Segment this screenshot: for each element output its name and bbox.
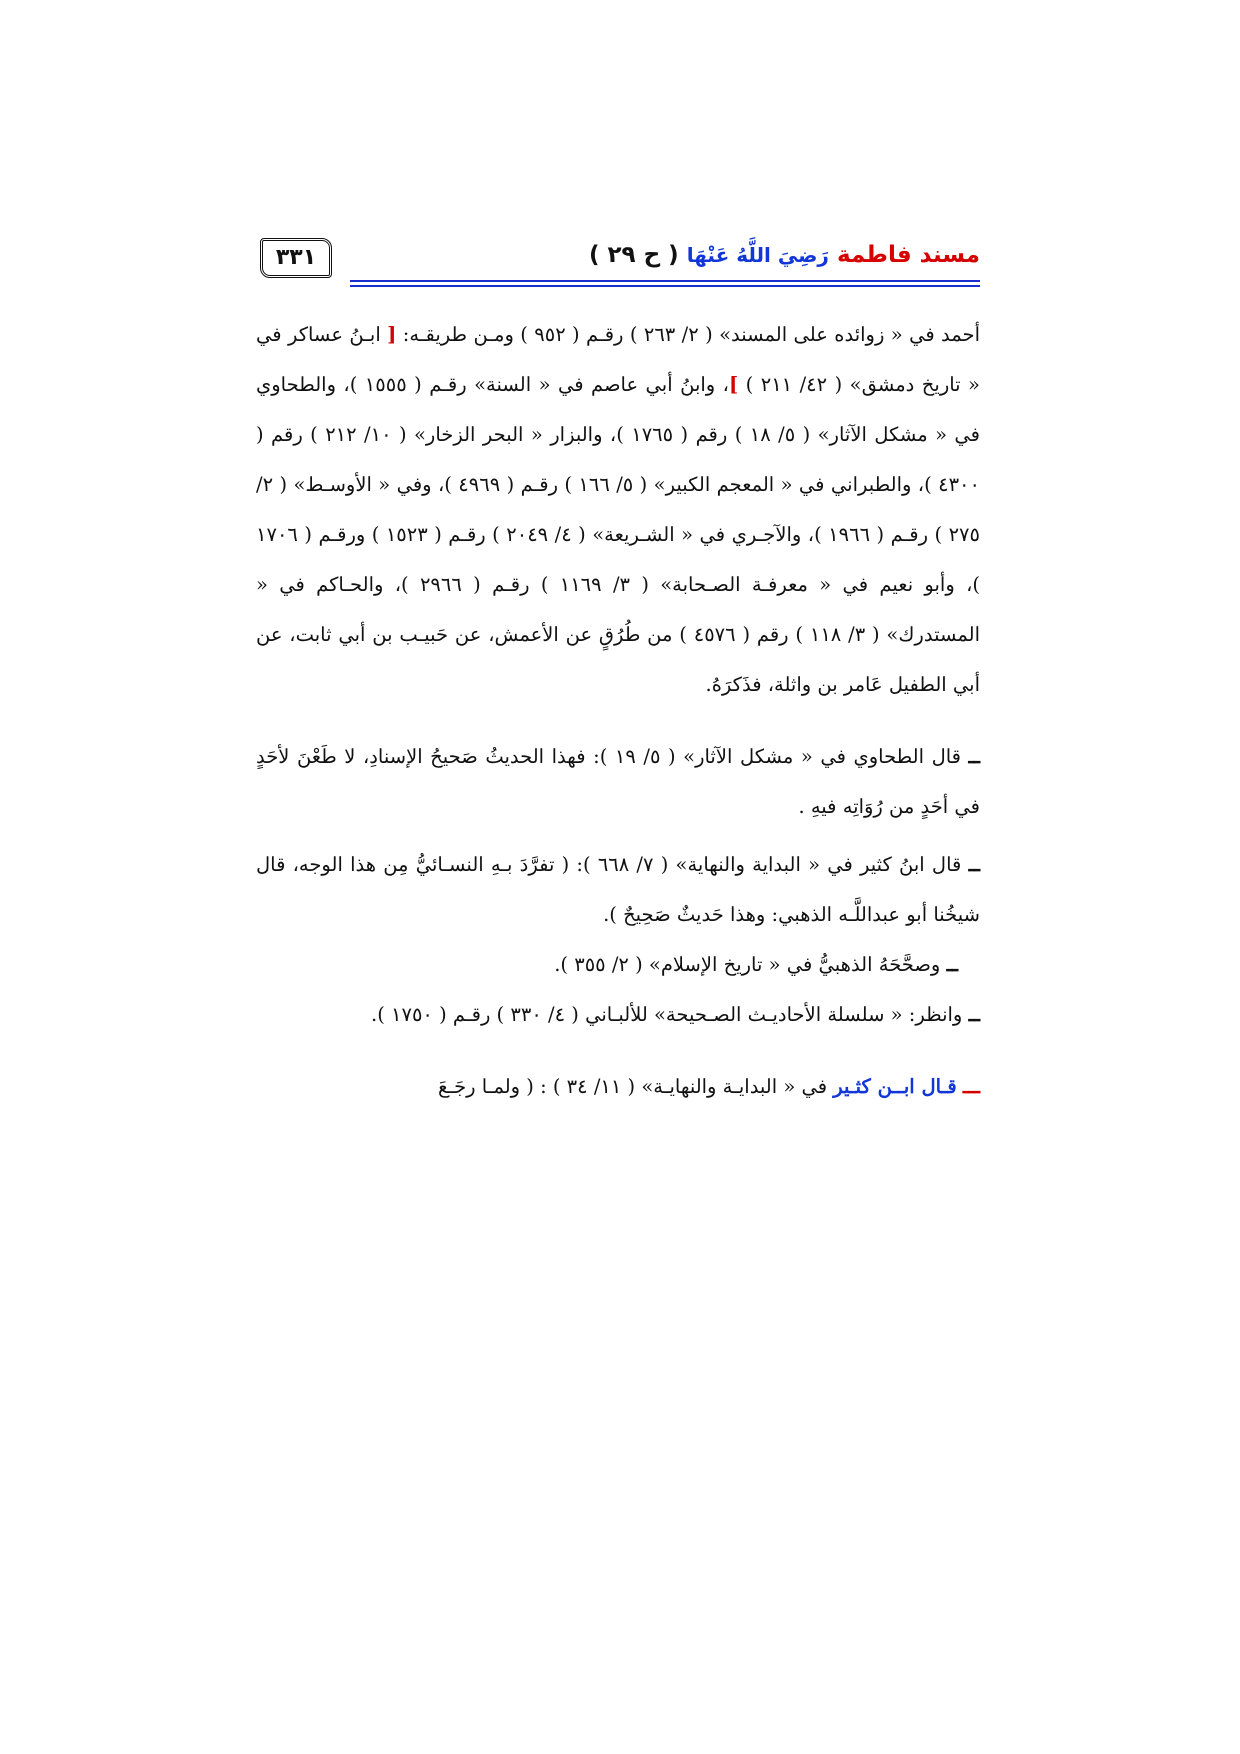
title-hadith-number: ( ح ٢٩ ) — [588, 242, 679, 268]
spacer — [256, 832, 980, 840]
paragraph-ibn-kathir-bidaya — [256, 1062, 980, 1112]
tahawi-text: قال الطحاوي في « مشكل الآثار» ( ٥/ ١٩ ): فهذا الحديثُ صَحيحُ الإسنادِ، لا طَعْنَ لأحَدٍ في أحَدٍ من رُوَاتِه فيهِ . — [256, 745, 980, 818]
running-title — [589, 242, 980, 268]
header-rule-second — [350, 285, 980, 287]
paragraph-ibn-kathir — [256, 840, 980, 940]
dash-marker: ــ — [946, 953, 958, 976]
header-rule — [350, 280, 980, 282]
dash-marker: ــ — [968, 745, 980, 768]
dash-marker: ــ — [968, 1003, 980, 1026]
page-number: ٣٣١ — [260, 238, 332, 278]
spacer — [256, 710, 980, 732]
takhrij-text-rest: ، وابنُ أبي عاصم في « السنة» رقـم ( ١٥٥٥ )، والطحاوي في « مشكل الآثار» ( ٥/ ١٨ ) رقم ( ١٧٦٥ )، والبزار « البحر الزخار» ( ١٠/ ٢١٢ ) رقم ( ٤٣٠٠ )، والطبراني في « المعجم الكبير» ( ٥/ ١٦٦ ) رقـم ( ٤٩٦٩ )، وفي « الأوسـط» ( ٢/ ٢٧٥ ) رقـم ( ١٩٦٦ )، والآجـري في « الشـريعة» ( ٤/ ٢٠٤٩ ) رقـم ( ١٥٢٣ ) ورقـم ( ١٧٠٦ )، وأبو نعيم في « معرفـة الصـحابة» ( ٣/ ١١٦٩ ) رقـم ( ٢٩٦٦ )، والحـاكم في « المستدرك» ( ٣/ ١١٨ ) رقم ( ٤٥٧٦ ) من طُرُقٍ عن الأعمش، عن حَبيـب بن أبي ثابت، عن أبي الطفيل عَامر بن واثلة، فذَكرَهُ. — [256, 373, 980, 696]
title-honorific: رَضِيَ اللَّهُ عَنْهَا — [686, 243, 829, 267]
dash-marker-red: ـــ — [962, 1075, 980, 1098]
spacer — [256, 1040, 980, 1062]
page-header — [260, 232, 980, 292]
takhrij-text-bracketed: ابـنُ عساكر في « تاريخ دمشق» ( ٤٢/ ٢١١ ) — [256, 323, 980, 396]
paragraph-tahawi — [256, 732, 980, 832]
takhrij-text-start: أحمد في « زوائده على المسند» ( ٢/ ٢٦٣ ) رقـم ( ٩٥٢ ) ومـن طريقـه: — [402, 323, 981, 346]
page-body — [256, 310, 980, 1112]
paragraph-albani — [256, 990, 980, 1040]
bracket-close: ] — [728, 373, 739, 396]
dhahabi-text: وصحَّحَهُ الذهبيُّ في « تاريخ الإسلام» ( ٢/ ٣٥٥ ). — [554, 953, 941, 976]
paragraph-takhrij — [256, 310, 980, 710]
paragraph-dhahabi — [256, 940, 980, 990]
ibn-kathir-text: قال ابنُ كثير في « البداية والنهاية» ( ٧/ ٦٦٨ ): ( تفرَّدَ بـهِ النسـائيُّ مِن هذا الوجه، قال شيخُنا أبو عبداللَّـه الذهبي: وهذا حَديثٌ صَحِيحٌ ). — [256, 853, 980, 926]
albani-text: وانظر: « سلسلة الأحاديـث الصـحيحة» للألبـاني ( ٤/ ٣٣٠ ) رقـم ( ١٧٥٠ ). — [371, 1003, 963, 1026]
title-book-name: مسند فاطمة — [836, 242, 980, 268]
bidaya-text: في « البدايـة والنهايـة» ( ١١/ ٣٤ ) : ( ولمـا رجَـعَ — [438, 1075, 828, 1098]
speaker-name: قـال ابــن كثـير — [833, 1075, 957, 1098]
bracket-open: [ — [387, 323, 397, 346]
dash-marker: ــ — [968, 853, 980, 876]
